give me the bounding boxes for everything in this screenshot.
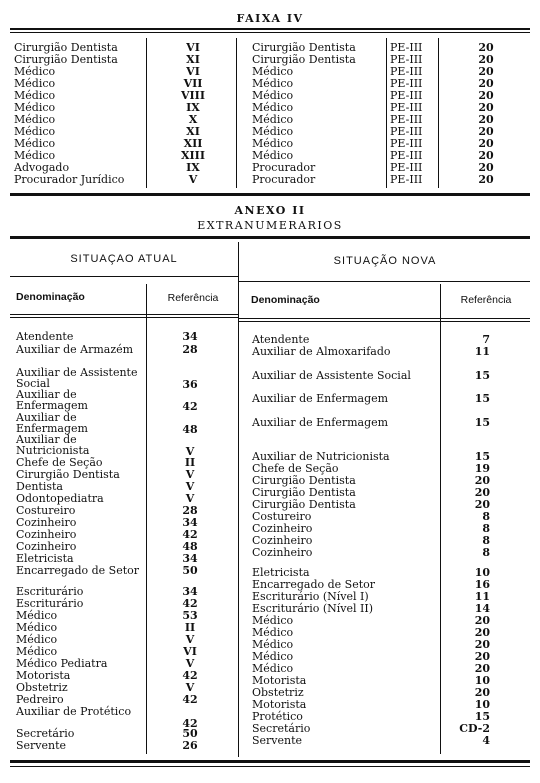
atual-referencia: 42 <box>182 597 198 610</box>
atual-referencia: 48 <box>182 423 198 436</box>
nova-referencia: 7 <box>482 333 490 346</box>
faixa-title: FAIXA IV <box>236 12 304 25</box>
faixa-divider-1 <box>146 38 147 188</box>
faixa-right-referencia: 20 <box>478 101 494 114</box>
nova-referencia: 15 <box>474 710 490 723</box>
nova-denominacao: Escriturário (Nível II) <box>252 602 373 615</box>
faixa-right-denominacao: Médico <box>252 125 294 138</box>
faixa-right-denominacao: Médico <box>252 77 294 90</box>
atual-referencia: VI <box>183 645 197 658</box>
nova-denominacao: Costureiro <box>252 510 312 523</box>
faixa-right-codigo: PE-III <box>390 149 423 162</box>
faixa-right-codigo: PE-III <box>390 137 423 150</box>
faixa-bottom-rule <box>10 193 530 196</box>
nova-denominacao: Servente <box>252 734 303 747</box>
nova-denominacao: Motorista <box>252 674 307 687</box>
faixa-top-rule <box>10 28 530 30</box>
atual-referencia: V <box>185 468 195 481</box>
atual-referencia: 28 <box>182 504 198 517</box>
nova-referencia: CD-2 <box>459 722 490 735</box>
faixa-right-denominacao: Cirurgião Dentista <box>252 41 356 54</box>
faixa-right-referencia: 20 <box>478 113 494 126</box>
left-heading-rule <box>10 276 238 277</box>
atual-denominacao: Chefe de Seção <box>16 456 103 469</box>
faixa-left-denominacao: Advogado <box>14 161 70 174</box>
nova-referencia: 15 <box>474 392 490 405</box>
faixa-right-referencia: 20 <box>478 125 494 138</box>
faixa-right-denominacao: Médico <box>252 89 294 102</box>
atual-referencia: V <box>185 657 195 670</box>
atual-denominacao: Cozinheiro <box>16 540 77 553</box>
right-header-double-rule <box>239 318 530 319</box>
nova-denominacao: Chefe de Seção <box>252 462 339 475</box>
faixa-right-referencia: 20 <box>478 173 494 186</box>
right-section-heading: SITUAÇÃO NOVA <box>333 255 437 267</box>
faixa-right-referencia: 20 <box>478 89 494 102</box>
nova-referencia: 8 <box>482 534 490 547</box>
nova-referencia: 15 <box>474 450 490 463</box>
nova-denominacao: Médico <box>252 614 294 627</box>
faixa-right-referencia: 20 <box>478 137 494 150</box>
atual-referencia: 34 <box>182 552 198 565</box>
nova-referencia: 8 <box>482 510 490 523</box>
nova-referencia: 4 <box>482 734 490 747</box>
atual-denominacao: Encarregado de Setor <box>16 564 140 577</box>
faixa-left-denominacao: Médico <box>14 101 56 114</box>
nova-denominacao: Encarregado de Setor <box>252 578 376 591</box>
faixa-left-referencia: XI <box>186 53 200 66</box>
faixa-left-denominacao: Cirurgião Dentista <box>14 53 118 66</box>
faixa-right-codigo: PE-III <box>390 101 423 114</box>
faixa-right-codigo: PE-III <box>390 41 423 54</box>
faixa-left-denominacao: Médico <box>14 113 56 126</box>
nova-denominacao: Cirurgião Dentista <box>252 486 356 499</box>
faixa-right-denominacao: Médico <box>252 137 294 150</box>
atual-denominacao: Auxiliar de Enfermagem <box>16 388 88 412</box>
atual-referencia: 34 <box>182 585 198 598</box>
atual-denominacao: Médico Pediatra <box>16 657 108 670</box>
anexo-center-divider <box>238 242 239 757</box>
nova-denominacao: Auxiliar de Assistente Social <box>252 369 411 382</box>
nova-referencia: 15 <box>474 369 490 382</box>
faixa-right-denominacao: Procurador <box>252 173 316 186</box>
atual-referencia: 42 <box>182 693 198 706</box>
atual-referencia: II <box>184 621 196 634</box>
atual-denominacao: Motorista <box>16 669 71 682</box>
atual-referencia: 42 <box>182 528 198 541</box>
atual-referencia: 42 <box>182 400 198 413</box>
anexo-right-ref-divider <box>440 284 441 754</box>
atual-referencia: V <box>185 445 195 458</box>
faixa-right-denominacao: Médico <box>252 113 294 126</box>
right-header-double-rule-2 <box>239 321 530 322</box>
atual-referencia: II <box>184 456 196 469</box>
faixa-right-denominacao: Procurador <box>252 161 316 174</box>
faixa-right-referencia: 20 <box>478 161 494 174</box>
faixa-right-denominacao: Cirurgião Dentista <box>252 53 356 66</box>
nova-denominacao: Médico <box>252 662 294 675</box>
nova-referencia: 20 <box>474 474 490 487</box>
atual-denominacao: Escriturário <box>16 585 84 598</box>
faixa-left-referencia: IX <box>186 161 200 174</box>
atual-denominacao: Auxiliar de Armazém <box>16 343 134 356</box>
nova-referencia: 20 <box>474 638 490 651</box>
faixa-right-codigo: PE-III <box>390 89 423 102</box>
faixa-left-referencia: VII <box>183 77 203 90</box>
atual-denominacao: Eletricista <box>16 552 74 565</box>
faixa-right-referencia: 20 <box>478 53 494 66</box>
faixa-left-referencia: X <box>188 113 198 126</box>
atual-referencia: 28 <box>182 343 198 356</box>
atual-denominacao: Servente <box>16 739 67 752</box>
faixa-right-codigo: PE-III <box>390 77 423 90</box>
faixa-left-denominacao: Cirurgião Dentista <box>14 41 118 54</box>
nova-referencia: 11 <box>474 345 490 358</box>
nova-referencia: 20 <box>474 626 490 639</box>
nova-denominacao: Escriturário (Nível I) <box>252 590 369 603</box>
nova-denominacao: Cirurgião Dentista <box>252 498 356 511</box>
atual-referencia: 42 <box>182 669 198 682</box>
faixa-left-referencia: VI <box>186 41 200 54</box>
atual-denominacao: Auxiliar de Assistente Social <box>16 366 138 390</box>
atual-referencia: V <box>185 681 195 694</box>
atual-denominacao: Auxiliar de Enfermagem <box>16 411 88 435</box>
left-col-denominacao: Denominação <box>16 291 85 303</box>
faixa-right-referencia: 20 <box>478 77 494 90</box>
atual-denominacao: Costureiro <box>16 504 76 517</box>
nova-denominacao: Auxiliar de Almoxarifado <box>252 345 391 358</box>
atual-referencia: 53 <box>182 609 198 622</box>
nova-denominacao: Secretário <box>252 722 311 735</box>
right-col-denominacao: Denominação <box>251 294 320 306</box>
faixa-left-referencia: VI <box>186 65 200 78</box>
faixa-right-denominacao: Médico <box>252 149 294 162</box>
faixa-divider-2 <box>236 38 237 188</box>
nova-referencia: 20 <box>474 650 490 663</box>
atual-referencia: V <box>185 480 195 493</box>
atual-referencia: V <box>185 633 195 646</box>
faixa-top-rule-thin <box>10 32 530 33</box>
anexo-bottom-rule-thin <box>10 766 530 767</box>
nova-referencia: 10 <box>474 566 490 579</box>
faixa-left-referencia: IX <box>186 101 200 114</box>
faixa-right-referencia: 20 <box>478 149 494 162</box>
faixa-left-denominacao: Médico <box>14 65 56 78</box>
nova-referencia: 19 <box>474 462 490 475</box>
faixa-left-denominacao: Médico <box>14 125 56 138</box>
anexo-top-rule <box>10 236 530 239</box>
nova-referencia: 20 <box>474 686 490 699</box>
faixa-left-referencia: VIII <box>181 89 205 102</box>
atual-denominacao: Médico <box>16 621 58 634</box>
nova-denominacao: Cozinheiro <box>252 546 313 559</box>
faixa-left-denominacao: Médico <box>14 77 56 90</box>
faixa-right-codigo: PE-III <box>390 65 423 78</box>
atual-denominacao: Médico <box>16 609 58 622</box>
atual-referencia: 34 <box>182 516 198 529</box>
nova-referencia: 10 <box>474 674 490 687</box>
nova-referencia: 20 <box>474 662 490 675</box>
left-section-heading: SITUAÇAO ATUAL <box>70 253 178 265</box>
nova-denominacao: Médico <box>252 638 294 651</box>
nova-denominacao: Auxiliar de Enfermagem <box>252 392 389 405</box>
nova-referencia: 15 <box>474 416 490 429</box>
atual-denominacao: Secretário <box>16 727 75 740</box>
atual-denominacao: Auxiliar de Nutricionista <box>16 433 90 457</box>
nova-denominacao: Médico <box>252 626 294 639</box>
faixa-left-referencia: XIII <box>181 149 205 162</box>
left-col-referencia: Referência <box>167 292 219 304</box>
nova-referencia: 20 <box>474 486 490 499</box>
right-col-referencia: Referência <box>460 294 512 306</box>
left-header-double-rule <box>10 314 238 315</box>
nova-denominacao: Atendente <box>252 333 310 346</box>
nova-referencia: 10 <box>474 698 490 711</box>
nova-referencia: 8 <box>482 546 490 559</box>
atual-referencia: V <box>185 492 195 505</box>
faixa-right-referencia: 20 <box>478 65 494 78</box>
atual-referencia: 50 <box>182 727 198 740</box>
atual-denominacao: Cozinheiro <box>16 516 77 529</box>
faixa-right-referencia: 20 <box>478 41 494 54</box>
nova-referencia: 14 <box>474 602 490 615</box>
faixa-divider-3 <box>386 38 387 188</box>
atual-denominacao: Cozinheiro <box>16 528 77 541</box>
faixa-right-codigo: PE-III <box>390 125 423 138</box>
nova-denominacao: Eletricista <box>252 566 310 579</box>
faixa-right-codigo: PE-III <box>390 53 423 66</box>
faixa-right-codigo: PE-III <box>390 173 423 186</box>
nova-denominacao: Motorista <box>252 698 307 711</box>
atual-referencia: 42 <box>182 717 198 730</box>
faixa-left-referencia: V <box>188 173 198 186</box>
nova-denominacao: Auxiliar de Nutricionista <box>252 450 390 463</box>
atual-denominacao: Cirurgião Dentista <box>16 468 120 481</box>
nova-denominacao: Cirurgião Dentista <box>252 474 356 487</box>
faixa-left-denominacao: Médico <box>14 137 56 150</box>
nova-denominacao: Cozinheiro <box>252 522 313 535</box>
atual-denominacao: Pedreiro <box>16 693 64 706</box>
atual-denominacao: Dentista <box>16 480 63 493</box>
atual-denominacao: Odontopediatra <box>16 492 104 505</box>
faixa-divider-4 <box>438 38 439 188</box>
atual-denominacao: Escriturário <box>16 597 84 610</box>
right-heading-rule <box>239 281 530 282</box>
faixa-left-referencia: XI <box>186 125 200 138</box>
faixa-right-denominacao: Médico <box>252 101 294 114</box>
anexo-bottom-rule <box>10 760 530 763</box>
nova-denominacao: Médico <box>252 650 294 663</box>
nova-referencia: 16 <box>474 578 490 591</box>
atual-referencia: 50 <box>182 564 198 577</box>
anexo-subtitle: EXTRANUMERARIOS <box>197 219 343 232</box>
atual-referencia: 36 <box>182 378 198 391</box>
anexo-title: ANEXO II <box>234 204 306 217</box>
nova-referencia: 8 <box>482 522 490 535</box>
nova-referencia: 11 <box>474 590 490 603</box>
faixa-left-denominacao: Médico <box>14 89 56 102</box>
atual-referencia: 48 <box>182 540 198 553</box>
atual-referencia: 26 <box>182 739 198 752</box>
faixa-right-codigo: PE-III <box>390 113 423 126</box>
atual-denominacao: Auxiliar de Protético <box>16 705 132 718</box>
atual-denominacao: Obstetriz <box>16 681 68 694</box>
faixa-left-referencia: XII <box>183 137 203 150</box>
anexo-left-ref-divider <box>146 284 147 754</box>
faixa-right-denominacao: Médico <box>252 65 294 78</box>
nova-referencia: 20 <box>474 614 490 627</box>
left-header-double-rule-2 <box>10 317 238 318</box>
nova-referencia: 20 <box>474 498 490 511</box>
faixa-right-codigo: PE-III <box>390 161 423 174</box>
nova-denominacao: Cozinheiro <box>252 534 313 547</box>
nova-denominacao: Protético <box>252 710 303 723</box>
atual-denominacao: Atendente <box>16 330 74 343</box>
faixa-left-denominacao: Médico <box>14 149 56 162</box>
atual-denominacao: Médico <box>16 645 58 658</box>
faixa-left-denominacao: Procurador Jurídico <box>14 173 125 186</box>
atual-denominacao: Médico <box>16 633 58 646</box>
atual-referencia: 34 <box>182 330 198 343</box>
nova-denominacao: Auxiliar de Enfermagem <box>252 416 389 429</box>
nova-denominacao: Obstetriz <box>252 686 304 699</box>
